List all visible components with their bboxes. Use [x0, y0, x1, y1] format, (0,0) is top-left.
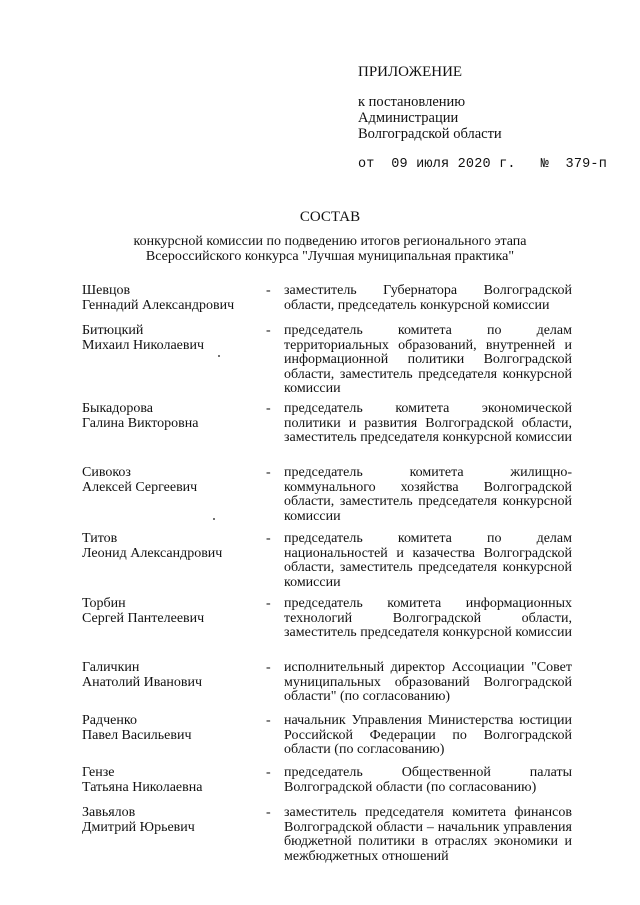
member-given-names: Алексей Сергеевич — [82, 479, 198, 495]
member-surname: Торбин — [82, 596, 126, 611]
separator-dash: - — [266, 765, 271, 780]
member-name — [82, 284, 262, 313]
member-role: председатель комитета по делам территориальных образований, внутренней и информационной политики Волгоградской области, заместитель председателя конкурсной комиссии — [284, 323, 572, 397]
member-given-names: Татьяна Николаевна — [82, 779, 203, 795]
member-role: заместитель председателя комитета финансов Волгоградской области – начальник управления бюджетной политики в отраслях экономики и межбюджетных отношений — [284, 805, 572, 864]
member-name — [82, 766, 262, 795]
separator-dash: - — [266, 713, 271, 728]
appendix-header — [358, 64, 618, 173]
member-role: начальник Управления Министерства юстиции Российской Федерации по Волгоградской области (по согласованию) — [284, 713, 572, 758]
subtitle-line: конкурсной комиссии по подведению итогов регионального этапа — [133, 234, 527, 249]
appendix-line: Администрации — [358, 110, 459, 126]
member-surname: Титов — [82, 531, 118, 546]
member-name — [82, 714, 262, 743]
member-given-names: Павел Васильевич — [82, 727, 192, 743]
member-given-names: Михаил Николаевич — [82, 337, 205, 353]
member-given-names: Галина Викторовна — [82, 415, 199, 431]
separator-dash: - — [266, 283, 271, 298]
document-subtitle — [60, 234, 600, 264]
member-given-names: Геннадий Александрович — [82, 297, 235, 313]
separator-dash: - — [266, 596, 271, 611]
member-name — [82, 532, 262, 561]
member-surname: Радченко — [82, 713, 137, 728]
member-name — [82, 402, 262, 431]
member-role: председатель комитета информационных технологий Волгоградской области, заместитель председателя конкурсной комиссии — [284, 596, 572, 641]
member-name — [82, 806, 262, 835]
appendix-line: к постановлению — [358, 94, 466, 110]
separator-dash: - — [266, 323, 271, 338]
member-surname: Гензе — [82, 765, 115, 780]
separator-dash: - — [266, 531, 271, 546]
member-role: заместитель Губернатора Волгоградской области, председатель конкурсной комиссии — [284, 283, 572, 313]
separator-dash: - — [266, 401, 271, 416]
member-role: председатель Общественной палаты Волгоградской области (по согласованию) — [284, 765, 572, 795]
member-surname: Шевцов — [82, 283, 131, 298]
member-name — [82, 324, 262, 353]
member-given-names: Сергей Пантелеевич — [82, 610, 205, 626]
separator-dash: - — [266, 660, 271, 675]
scan-speck — [218, 355, 220, 357]
member-role: исполнительный директор Ассоциации "Совет муниципальных образований Волгоградской области" (по согласованию) — [284, 660, 572, 705]
member-given-names: Леонид Александрович — [82, 545, 223, 561]
member-role: председатель комитета жилищно-коммунального хозяйства Волгоградской области, заместитель председателя конкурсной комиссии — [284, 465, 572, 524]
member-name — [82, 466, 262, 495]
member-role: председатель комитета экономической политики и развития Волгоградской области, заместитель председателя конкурсной комиссии — [284, 401, 572, 446]
appendix-title: ПРИЛОЖЕНИЕ — [358, 64, 463, 80]
member-surname: Быкадорова — [82, 401, 154, 416]
scan-speck — [213, 518, 215, 520]
member-given-names: Анатолий Иванович — [82, 674, 203, 690]
member-name — [82, 597, 262, 626]
document-title: СОСТАВ — [299, 209, 361, 225]
appendix-line: Волгоградской области — [358, 126, 502, 142]
member-surname: Галичкин — [82, 660, 140, 675]
member-role: председатель комитета по делам национальностей и казачества Волгоградской области, заместитель председателя конкурсной комиссии — [284, 531, 572, 590]
member-given-names: Дмитрий Юрьевич — [82, 819, 195, 835]
separator-dash: - — [266, 465, 271, 480]
decree-date-number: от 09 июля 2020 г. № 379-п — [358, 157, 608, 172]
member-surname: Битюцкий — [82, 323, 144, 338]
subtitle-line: Всероссийского конкурса "Лучшая муниципальная практика" — [145, 249, 515, 264]
member-surname: Сивокоз — [82, 465, 131, 480]
separator-dash: - — [266, 805, 271, 820]
member-name — [82, 661, 262, 690]
member-surname: Завьялов — [82, 805, 136, 820]
